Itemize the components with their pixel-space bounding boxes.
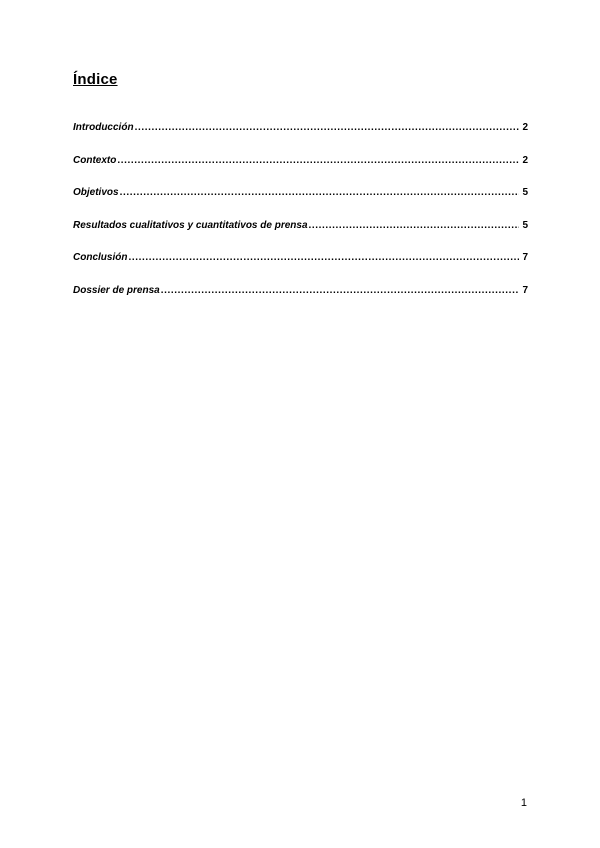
dot-leader <box>117 153 519 169</box>
dot-leader <box>120 185 519 201</box>
page-number: 1 <box>520 797 527 809</box>
toc-entry-title[interactable]: Resultados cualitativos y cuantitativos de prensa <box>73 219 308 231</box>
toc-entry-contexto[interactable] <box>73 153 528 186</box>
toc-entry-page[interactable]: 5 <box>522 187 528 198</box>
table-of-contents <box>73 120 528 315</box>
toc-entry-title[interactable]: Dossier de prensa <box>73 284 160 296</box>
toc-entry-page[interactable]: 2 <box>522 154 528 166</box>
page-title: Índice <box>73 71 118 88</box>
toc-entry-dossier[interactable] <box>73 283 528 316</box>
toc-entry-introduccion[interactable] <box>73 120 528 153</box>
toc-entry-title[interactable]: Contexto <box>73 154 117 166</box>
toc-entry-conclusion[interactable] <box>73 250 528 283</box>
toc-entry-resultados[interactable] <box>73 218 528 251</box>
toc-entry-page[interactable]: 5 <box>522 219 528 231</box>
toc-entry-page[interactable]: 2 <box>522 122 528 133</box>
dot-leader <box>309 218 519 234</box>
toc-entry-page[interactable]: 7 <box>522 284 528 296</box>
toc-entry-objetivos[interactable] <box>73 185 528 218</box>
toc-entry-title[interactable]: Objetivos <box>73 187 119 198</box>
toc-entry-title[interactable]: Introducción <box>73 122 134 133</box>
dot-leader <box>135 120 519 136</box>
toc-entry-title[interactable]: Conclusión <box>73 252 128 263</box>
toc-entry-page[interactable]: 7 <box>522 252 528 263</box>
dot-leader <box>128 250 519 266</box>
dot-leader <box>161 283 519 299</box>
